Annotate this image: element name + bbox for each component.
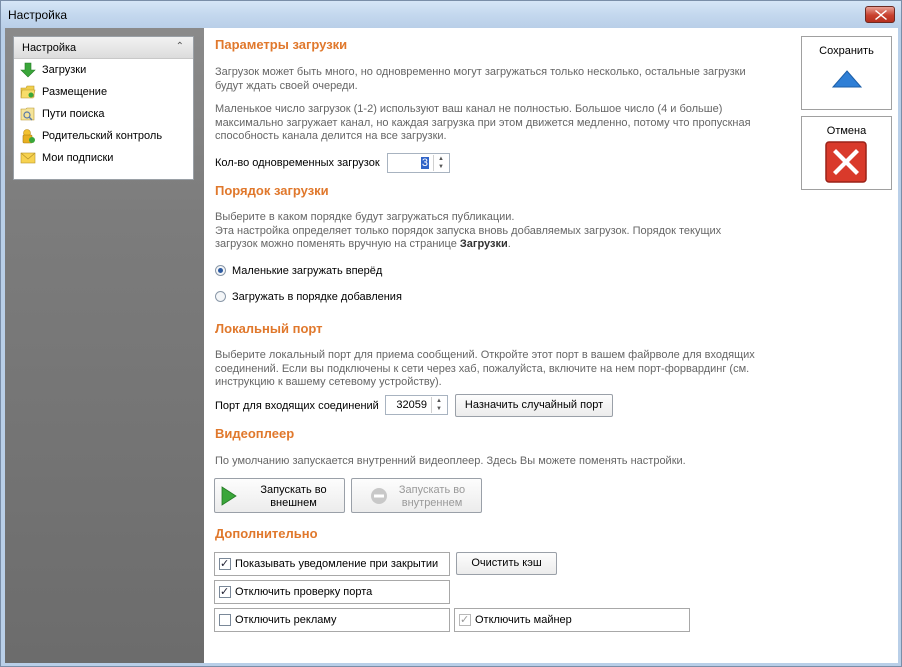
checkbox-disabled-checked-icon [459, 614, 471, 626]
disable-ads-checkbox[interactable] [214, 608, 450, 632]
launch-external-button[interactable] [214, 478, 345, 513]
settings-window [0, 28, 902, 667]
concurrent-downloads-stepper[interactable] [387, 153, 450, 173]
extra-heading: Дополнительно [215, 526, 318, 541]
checkbox-unchecked-icon[interactable] [219, 614, 231, 626]
concurrent-downloads-value[interactable]: 3 [421, 157, 428, 169]
downloads-heading: Параметры загрузки [215, 37, 348, 52]
port-desc: Выберите локальный порт для приема сообщений. Откройте этот порт в вашем файрволе для входящих соединений. Если вы подключены к сети через хаб, пожалуйста, включите на нем порт-форвардинг (см. инструкцию к вашему сетевому устройству). [215, 349, 755, 388]
stepper-down-icon[interactable]: ▼ [438, 164, 444, 170]
order-desc-suffix: . [507, 238, 511, 250]
cancel-label: Отмена [826, 125, 867, 137]
collapse-icon[interactable]: ⌃ [175, 41, 184, 52]
title-bar [0, 0, 902, 28]
nav-header-label: Настройка [22, 42, 77, 54]
nav-header[interactable] [14, 37, 193, 59]
lock-icon [20, 128, 36, 144]
stepper-arrows[interactable] [431, 397, 446, 413]
disable-port-check-checkbox[interactable] [214, 580, 450, 604]
nav-panel [13, 36, 194, 180]
launch-internal-button[interactable] [351, 478, 482, 513]
sidebar-item-label: Загрузки [42, 64, 87, 76]
port-label: Порт для входящих соединений [215, 400, 379, 412]
disable-ads-label[interactable]: Отключить рекламу [235, 614, 337, 626]
sidebar-item-label: Размещение [42, 86, 108, 98]
settings-content [204, 28, 898, 663]
sidebar-item-search-paths[interactable] [14, 103, 193, 125]
checkbox-checked-icon[interactable] [219, 586, 231, 598]
sidebar-item-placement[interactable] [14, 81, 193, 103]
disable-miner-checkbox[interactable] [454, 608, 690, 632]
stepper-up-icon[interactable]: ▲ [436, 398, 442, 404]
stepper-arrows[interactable] [433, 155, 448, 171]
random-port-button[interactable]: Назначить случайный порт [455, 394, 613, 417]
downloads-page-link: Загрузки [459, 238, 508, 250]
arrow-down-icon [20, 62, 36, 78]
launch-external-line-2: внешнем [270, 497, 317, 509]
sidebar-item-downloads[interactable] [14, 59, 193, 81]
play-icon [221, 486, 237, 506]
clear-cache-button[interactable]: Очистить кэш [456, 552, 557, 575]
player-heading: Видеоплеер [215, 426, 295, 441]
checkbox-checked-icon[interactable] [219, 558, 231, 570]
port-heading: Локальный порт [215, 321, 323, 336]
search-folder-icon [20, 106, 36, 122]
sidebar-item-label: Пути поиска [42, 108, 105, 120]
notify-on-close-label[interactable]: Показывать уведомление при закрытии [235, 558, 439, 570]
save-button[interactable] [801, 36, 892, 110]
order-heading: Порядок загрузки [215, 183, 329, 198]
radio-small-first[interactable] [215, 265, 226, 276]
downloads-desc-2: Маленькое число загрузок (1-2) используют ваш канал не полностью. Большое число (4 и больше) максимально загружает канал, но каждая загрузка при этом движется медленно, потому что пропускная способность канала делится на все загрузки. [215, 103, 751, 142]
sidebar-item-label: Родительский контроль [42, 130, 163, 142]
stepper-down-icon[interactable]: ▼ [436, 406, 442, 412]
downloads-desc-1: Загрузок может быть много, но одновременно могут загружаться только несколько, остальные загрузки будут ждать своей очереди. [215, 66, 746, 92]
order-desc-line-2: Эта настройка определяет только порядок запуска вновь добавляемых загрузок. Порядок текущих [215, 224, 722, 237]
player-desc: По умолчанию запускается внутренний видеоплеер. Здесь Вы можете поменять настройки. [215, 455, 686, 467]
arrow-up-icon [832, 70, 862, 88]
radio-added-order-label[interactable]: Загружать в порядке добавления [232, 291, 402, 303]
radio-small-first-label[interactable]: Маленькие загружать вперёд [232, 265, 383, 277]
sidebar [5, 28, 204, 663]
launch-internal-line-1: Запускать во [398, 484, 466, 496]
order-desc-prefix: загрузок можно поменять вручную на странице [215, 238, 460, 250]
save-label: Сохранить [819, 45, 874, 57]
port-stepper[interactable] [385, 395, 448, 415]
stepper-up-icon[interactable]: ▲ [438, 156, 444, 162]
notify-on-close-checkbox[interactable] [214, 552, 450, 576]
window-title: Настройка [8, 8, 68, 22]
sidebar-item-subscriptions[interactable] [14, 147, 193, 169]
cancel-x-icon [825, 141, 867, 183]
launch-external-line-1: Запускать во [260, 484, 327, 496]
folder-icon [20, 84, 36, 100]
port-value[interactable]: 32059 [396, 399, 427, 411]
sidebar-item-label: Мои подписки [42, 152, 114, 164]
close-icon [875, 10, 887, 20]
cancel-button[interactable] [801, 116, 892, 190]
disable-port-check-label[interactable]: Отключить проверку порта [235, 586, 373, 598]
radio-added-order[interactable] [215, 291, 226, 302]
sidebar-item-parental-control[interactable] [14, 125, 193, 147]
envelope-icon [20, 150, 36, 166]
concurrent-downloads-label: Кол-во одновременных загрузок [215, 157, 380, 169]
order-desc-line-1: Выберите в каком порядке будут загружаться публикации. [215, 211, 515, 223]
disable-miner-label: Отключить майнер [475, 614, 572, 626]
close-button[interactable] [865, 6, 895, 23]
order-desc-line-3 [215, 238, 775, 252]
order-desc [215, 211, 775, 252]
launch-internal-line-2: внутреннем [401, 497, 463, 509]
